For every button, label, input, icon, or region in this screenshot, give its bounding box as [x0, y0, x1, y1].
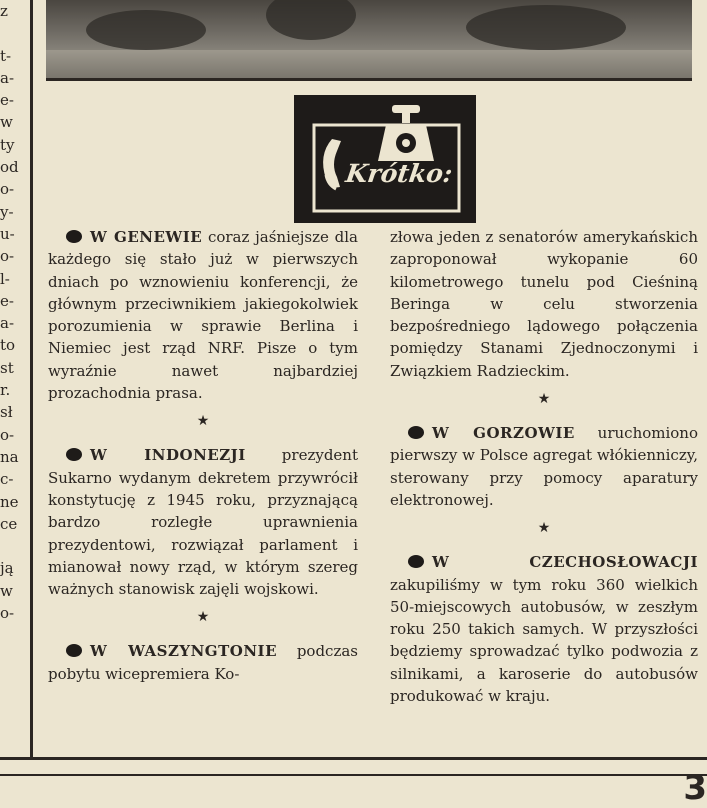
news-lead: W CZECHOSŁOWACJI: [432, 553, 698, 572]
news-item-waszyngton: [48, 640, 358, 685]
margin-fragment: sł: [0, 403, 13, 422]
separator-star: ★: [196, 609, 210, 626]
news-text: uruchomiono pierwszy w Polsce agregat włókienniczy, sterowany przy pomocy aparatury elektronowej.: [390, 424, 698, 509]
margin-fragment: ne: [0, 492, 19, 511]
margin-fragment: o-: [0, 604, 15, 623]
margin-fragment: c-: [0, 470, 14, 489]
separator-star: ★: [537, 520, 551, 537]
page-number: 3: [683, 768, 707, 808]
margin-fragment: u-: [0, 224, 15, 243]
news-text: coraz jaśniejsze dla każdego się stało już w pierwszych dniach po wznowieniu konferencji, że głównym przeciwnikiem jakiegokolwiek porozumienia w sprawie Berlina i Niemiec jest rząd NRF. Pisze o tym wyraźnie nawet najbardziej prozachodnia prasa.: [48, 228, 358, 403]
bullet-icon: [408, 426, 424, 439]
column-divider: [30, 0, 33, 758]
news-continuation: złowa jeden z senatorów amerykańskich zaproponował wykopanie 60 kilometrowego tunelu pod Cieśniną Beringa w celu stworzenia bezpośredniego lądowego połączenia pomiędzy Stanami Zjednoczonymi i Związkiem Radzieckim.: [390, 228, 698, 380]
news-lead: W GORZOWIE: [432, 424, 575, 443]
photo-road: [46, 50, 692, 78]
bottom-rule-secondary: [0, 774, 707, 776]
bullet-icon: [408, 555, 424, 568]
news-item-czechoslowacja: [390, 551, 698, 707]
separator-star: ★: [196, 413, 210, 430]
margin-fragment: [0, 22, 30, 44]
news-text: podczas pobytu wicepremiera Ko-: [48, 642, 358, 683]
margin-fragment: od: [0, 158, 19, 177]
news-lead: W INDONEZJI: [90, 446, 246, 465]
separator-star: ★: [537, 391, 551, 408]
news-lead: W WASZYNGTONIE: [90, 642, 278, 661]
margin-fragment: [0, 535, 30, 557]
news-item-genewa: [48, 226, 358, 404]
margin-fragment: e-: [0, 291, 14, 310]
krotko-label: Krótko:: [343, 159, 455, 188]
margin-fragment: to: [0, 336, 16, 355]
margin-fragment: w: [0, 581, 13, 600]
margin-fragment: o-: [0, 247, 15, 266]
news-item-gorzow: [390, 422, 698, 511]
margin-fragment: y-: [0, 202, 14, 221]
margin-fragment: o-: [0, 180, 15, 199]
news-lead: W GENEWIE: [90, 228, 203, 246]
margin-fragment: na: [0, 447, 19, 466]
photo-strip: [46, 0, 692, 81]
margin-fragment: a-: [0, 314, 15, 333]
bottom-rule: [0, 757, 707, 760]
margin-fragment: t-: [0, 46, 12, 65]
margin-fragment: l-: [0, 269, 10, 288]
left-margin-fragments: [0, 0, 30, 624]
left-column: [48, 226, 358, 685]
news-text: prezydent Sukarno wydanym dekretem przywrócił konstytucję z 1945 roku, przyznającą bardzo rozległe uprawnienia prezydentowi, rozwiązał parlament i mianował nowy rząd, w którym szereg ważnych stanowisk zajęli wojskowi.: [48, 446, 358, 599]
bullet-icon: [66, 448, 82, 461]
news-item-indonezja: [48, 444, 358, 600]
margin-fragment: r.: [0, 381, 11, 400]
margin-fragment: z: [0, 2, 8, 20]
margin-fragment: a-: [0, 68, 15, 87]
krotko-logo: [294, 95, 476, 223]
margin-fragment: e-: [0, 91, 14, 110]
margin-fragment: ce: [0, 514, 18, 533]
margin-fragment: st: [0, 358, 14, 377]
bullet-icon: [66, 644, 82, 657]
margin-fragment: w: [0, 113, 13, 132]
bullet-icon: [66, 230, 82, 243]
right-column: [390, 226, 698, 707]
news-text: zakupiliśmy w tym roku 360 wielkich 50-miejscowych autobusów, w zeszłym roku 250 takich samych. W przyszłości będziemy sprowadzać tylko podwozia z silnikami, a karoserie do autobusów produkować w kraju.: [390, 575, 698, 706]
margin-fragment: ją: [0, 559, 14, 578]
margin-fragment: o-: [0, 425, 15, 444]
margin-fragment: ty: [0, 135, 15, 154]
